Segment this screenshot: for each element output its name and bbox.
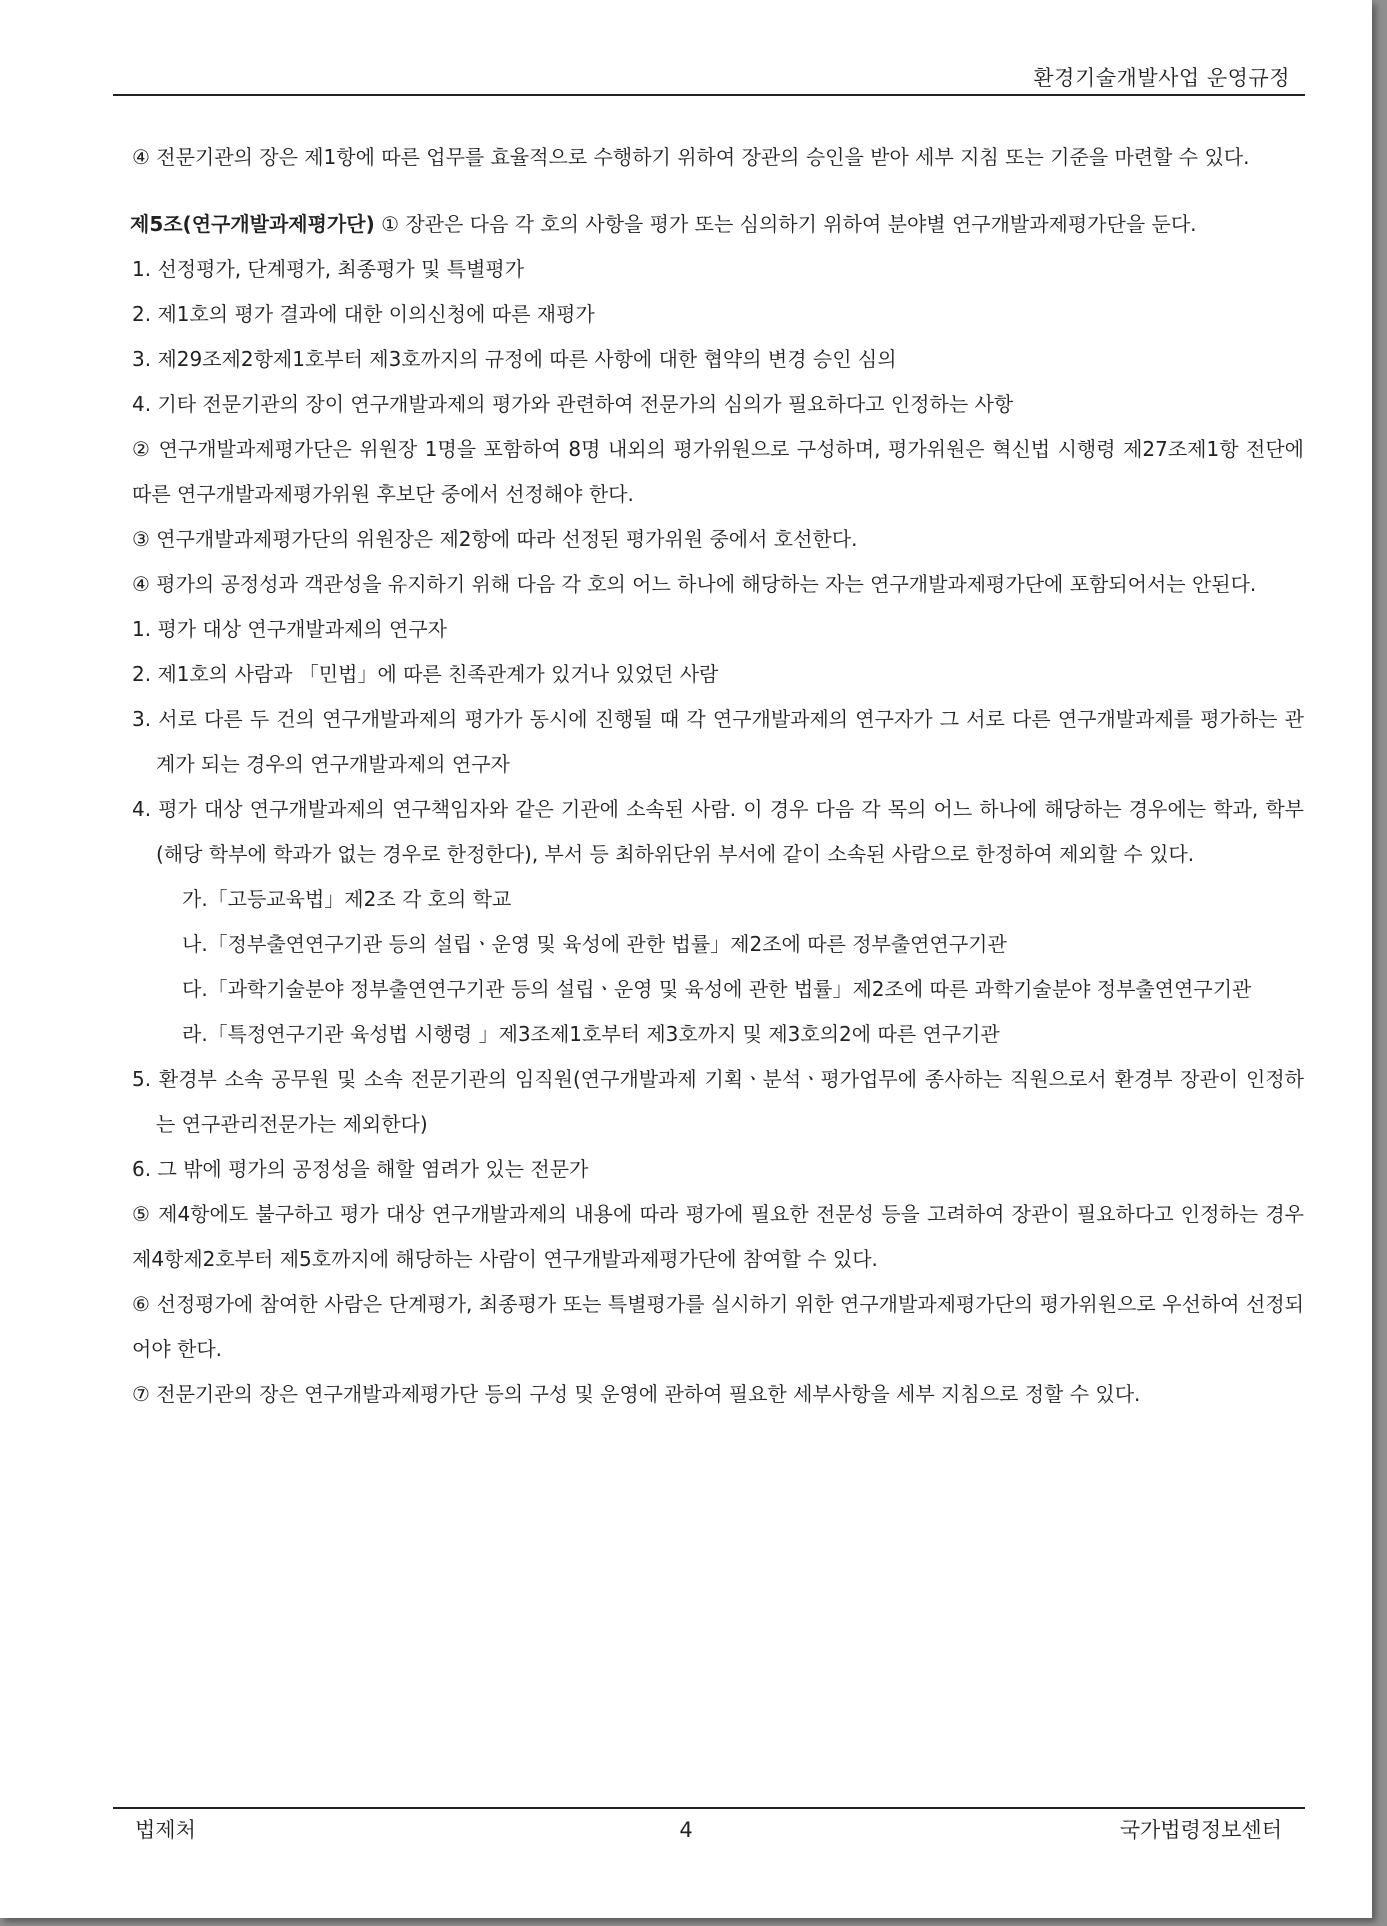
list-item: 2. 제1호의 사람과 「민법」에 따른 친족관계가 있거나 있었던 사람 bbox=[132, 662, 719, 686]
page-number: 4 bbox=[679, 1818, 693, 1842]
list-item: 5. 환경부 소속 공무원 및 소속 전문기관의 임직원(연구개발과제 기획ㆍ분석ㆍ평가업무에 종사하는 직원으로서 환경부 장관이 인정하는 연구관리전문가는 제외한다) bbox=[132, 1067, 1304, 1136]
sub-list-item: 다.「과학기술분야 정부출연연구기관 등의 설립ㆍ운영 및 육성에 관한 법률」제2조에 따른 과학기술분야 정부출연연구기관 bbox=[182, 977, 1252, 1001]
footer-publisher: 국가법령정보센터 bbox=[1119, 1818, 1282, 1842]
article-5-title: 제5조(연구개발과제평가단) bbox=[130, 212, 375, 236]
article-5-paragraph-2: ② 연구개발과제평가단은 위원장 1명을 포함하여 8명 내외의 평가위원으로 구성하며, 평가위원은 혁신법 시행령 제27조제1항 전단에 따른 연구개발과제평가위원 후보단 중에서 선정해야 한다. bbox=[132, 437, 1304, 506]
list-item: 3. 제29조제2항제1호부터 제3호까지의 규정에 따른 사항에 대한 협약의 변경 승인 심의 bbox=[132, 347, 897, 371]
list-item: 4. 기타 전문기관의 장이 연구개발과제의 평가와 관련하여 전문가의 심의가 필요하다고 인정하는 사항 bbox=[132, 392, 1014, 416]
list-item: 4. 평가 대상 연구개발과제의 연구책임자와 같은 기관에 소속된 사람. 이 경우 다음 각 목의 어느 하나에 해당하는 경우에는 학과, 학부(해당 학부에 학과가 없는 경우로 한정한다), 부서 등 최하위단위 부서에 같이 소속된 사람으로 한정하여 제외할 수 있다. bbox=[132, 797, 1304, 866]
article-5-paragraph-5: ⑤ 제4항에도 불구하고 평가 대상 연구개발과제의 내용에 따라 평가에 필요한 전문성 등을 고려하여 장관이 필요하다고 인정하는 경우 제4항제2호부터 제5호까지에 해당하는 사람이 연구개발과제평가단에 참여할 수 있다. bbox=[132, 1202, 1304, 1271]
header-rule bbox=[113, 94, 1305, 96]
article-5-paragraph-7: ⑦ 전문기관의 장은 연구개발과제평가단 등의 구성 및 운영에 관하여 필요한 세부사항을 세부 지침으로 정할 수 있다. bbox=[132, 1382, 1141, 1406]
article-5-paragraph-6: ⑥ 선정평가에 참여한 사람은 단계평가, 최종평가 또는 특별평가를 실시하기 위한 연구개발과제평가단의 평가위원으로 우선하여 선정되어야 한다. bbox=[132, 1292, 1304, 1361]
list-item: 6. 그 밖에 평가의 공정성을 해할 염려가 있는 전문가 bbox=[132, 1157, 589, 1181]
footer-rule bbox=[113, 1807, 1305, 1809]
document-body bbox=[132, 135, 1304, 1417]
article-5-paragraph-1 bbox=[130, 202, 1304, 247]
article-5-paragraph-1-text: ① 장관은 다음 각 호의 사항을 평가 또는 심의하기 위하여 분야별 연구개발과제평가단을 둔다. bbox=[381, 212, 1197, 236]
list-item: 3. 서로 다른 두 건의 연구개발과제의 평가가 동시에 진행될 때 각 연구개발과제의 연구자가 그 서로 다른 연구개발과제를 평가하는 관계가 되는 경우의 연구개발과제의 연구자 bbox=[132, 707, 1304, 776]
spacer bbox=[132, 180, 1304, 202]
footer-source: 법제처 bbox=[135, 1818, 196, 1842]
article-5-paragraph-4: ④ 평가의 공정성과 객관성을 유지하기 위해 다음 각 호의 어느 하나에 해당하는 자는 연구개발과제평가단에 포함되어서는 안된다. bbox=[132, 572, 1257, 596]
list-item: 2. 제1호의 평가 결과에 대한 이의신청에 따른 재평가 bbox=[132, 302, 595, 326]
list-item: 1. 평가 대상 연구개발과제의 연구자 bbox=[132, 617, 447, 641]
sub-list-item: 라.「특정연구기관 육성법 시행령 」제3조제1호부터 제3호까지 및 제3호의2에 따른 연구기관 bbox=[182, 1022, 1000, 1046]
header-title: 환경기술개발사업 운영규정 bbox=[1033, 66, 1290, 90]
article-5-paragraph-3: ③ 연구개발과제평가단의 위원장은 제2항에 따라 선정된 평가위원 중에서 호선한다. bbox=[132, 527, 858, 551]
article-4-paragraph-4: ④ 전문기관의 장은 제1항에 따른 업무를 효율적으로 수행하기 위하여 장관의 승인을 받아 세부 지침 또는 기준을 마련할 수 있다. bbox=[132, 145, 1250, 169]
sub-list-item: 가.「고등교육법」제2조 각 호의 학교 bbox=[182, 887, 512, 911]
sub-list-item: 나.「정부출연연구기관 등의 설립ㆍ운영 및 육성에 관한 법률」제2조에 따른 정부출연연구기관 bbox=[182, 932, 1007, 956]
list-item: 1. 선정평가, 단계평가, 최종평가 및 특별평가 bbox=[132, 257, 525, 281]
